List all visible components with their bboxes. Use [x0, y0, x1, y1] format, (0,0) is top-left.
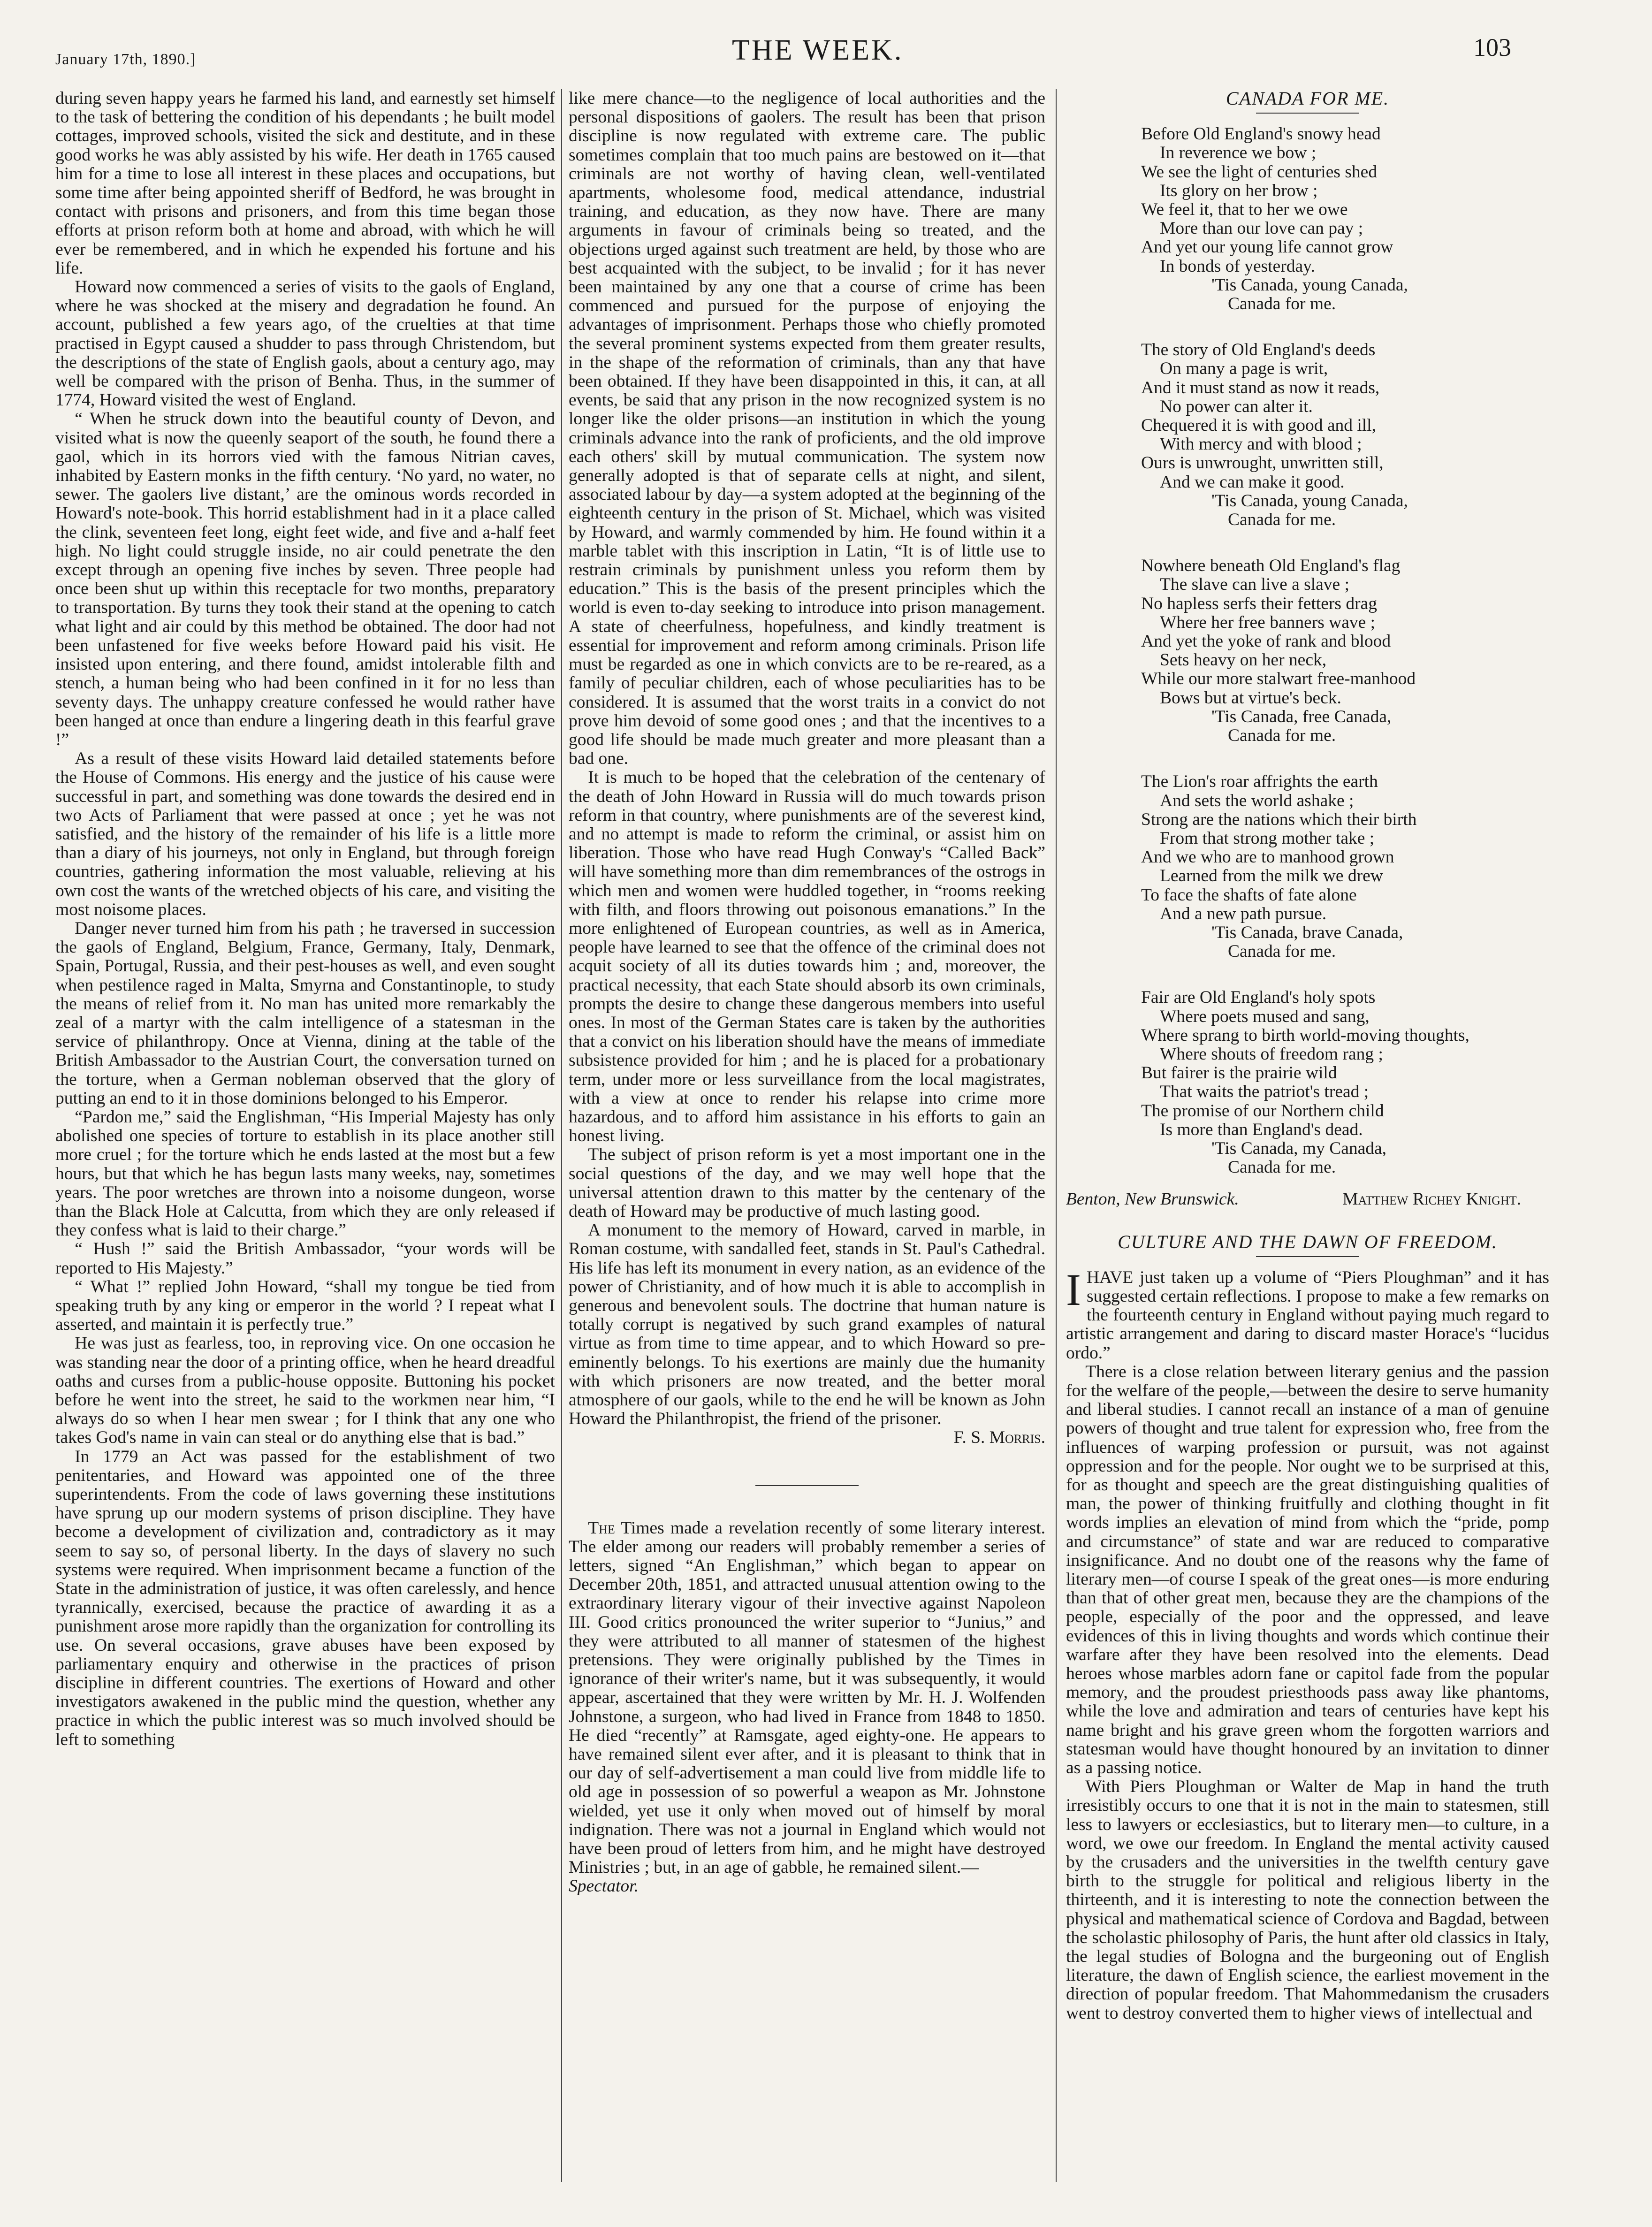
poem-line: 'Tis Canada, brave Canada,	[1211, 923, 1403, 942]
issue-date: January 17th, 1890.]	[55, 51, 196, 68]
byline-place: Benton, New Brunswick.	[1066, 1190, 1239, 1209]
poem-line: Canada for me.	[1228, 942, 1336, 961]
poem-line: Where poets mused and sang,	[1160, 1007, 1370, 1026]
column-3	[1066, 89, 1549, 2023]
essay-paragraph: There is a close relation between literary genius and the passion for the welfare of the people,—between the desire to serve humanity and liberal studies. I cannot recall an instance of a man of genuine powers of thought and true talent for expression who, free from the influences of warping profession or pursuit, was not against oppression and for the people. Nor ought we to be surprised at this, for as thought and speech are the great distinguishing qualities of man, the power of thinking fruitfully and clothing thought in fit words implies an elevation of mind from which the “pride, pomp and circumstance” of state and war are reduced to comparative insignificance. And no doubt one of the reasons why the fame of literary men—of course I speak of the great ones—is more enduring than that of other great men, because they are the champions of the people, especially of the poor and the oppressed, and leave evidences of this in living thoughts and words which continue their warfare after they have been resolved into the elements. Dead heroes whose marbles adorn fane or capitol fade from the popular memory, and the proudest priesthoods pass away like phantoms, while the love and admiration and tears of centuries have kept his name bright and his grave green whom the forgotten warriors and statesman would have thought honoured by an invitation to dinner as a passing notice.	[1066, 1362, 1549, 1778]
poem-line: And yet our young life cannot grow	[1141, 237, 1393, 257]
poem-line: And sets the world ashake ;	[1160, 791, 1354, 810]
poem-line: Is more than England's dead.	[1160, 1120, 1363, 1139]
byline-author: Matthew Richey Knight.	[1342, 1190, 1521, 1209]
poem-line: Fair are Old England's holy spots	[1141, 988, 1376, 1007]
times-text: Times made a revelation recently of some literary interest. The elder among our readers will probably remember a series of letters, signed “An Englishman,” which began to appear on December 20th, 1851, and attracted unusual attention owing to the extraordinary literary vigour of their invective against Napoleon III. Good critics pronounced the writer superior to “Junius,” and they were attributed to all manner of statesmen of the highest pretensions. They were originally published by the Times in ignorance of their writer's name, but it was subsequently, it would appear, ascertained that they were written by Mr. H. J. Wolfenden Johnstone, a surgeon, who had lived in France from 1848 to 1850. He died “recently” at Ramsgate, aged eighty-one. He appears to have remained silent ever after, and it is pleasant to think that in our day of self-advertisement a man could live from middle life to old age in possession of so powerful a weapon as Mr. Johnstone wielded, yet use it only when moved out of himself by moral indignation. There was not a journal in England which would not have been proud of letters from him, and he might have destroyed Ministries ; but, in an age of gabble, he remained silent.—	[569, 1518, 1045, 1877]
poem-line: Bows but at virtue's beck.	[1160, 688, 1341, 708]
poem-line: And we can make it good.	[1160, 472, 1345, 492]
section-separator	[755, 1485, 859, 1486]
poem-stanza	[1141, 557, 1549, 745]
paragraph: like mere chance—to the negligence of local authorities and the personal dispositions of gaolers. The result has been that prison discipline is now regulated with extreme care. The public sometimes complain that too much pains are bestowed on it—that criminals are not worthy of having clean, well-ventilated apartments, wholesome food, medical attendance, industrial training, and education, as they now have. There are many arguments in favour of criminals being so treated, and the objections urged against such treatment are held, by those who are best acquainted with the subject, to be invalid ; for it has never been maintained by any one that a course of crime has been commenced and pursued for the purpose of enjoying the advantages of imprisonment. Perhaps those who chiefly promoted the several prominent systems expected from them greater results, in the shape of the reformation of criminals, than any that have been obtained. If they have been disappointed in this, it can, at all events, be said that any prison in the now recognized system is no longer like the older prisons—an institution in which the young criminals advance into the rank of proficients, and the old improve each others' skill by mutual communication. The system now generally adopted is that of separate cells at night, and silent, associated labour by day—a system adopted at the beginning of the eighteenth century in the prison of St. Michael, which was visited by Howard, and warmly commended by him. He found within it a marble tablet with this inscription in Latin, “It is of little use to restrain criminals by punishment unless you reform them by education.” This is the basis of the present principles which the world is even to-day seeking to introduce into prison management. A state of cheerfulness, hopefulness, and kindly treatment is essential for improvement and reform among criminals. Prison life must be regarded as one in which convicts are to be re-reared, as a family of peculiar children, each of whose peculiarities has to be considered. It is assumed that the worst traits in a convict do not prove him devoid of some good ones ; and that the incentives to a good life should be made much greater and more pleasant than a bad one.	[569, 89, 1045, 769]
poem-line: Ours is unwrought, unwritten still,	[1141, 453, 1384, 473]
paragraph: “Pardon me,” said the Englishman, “His Imperial Majesty has only abolished one species of torture to establish in its place another still more cruel ; for the torture which he ends lasted at the most but a few hours, but that which he has begun lasts many weeks, nay, sometimes years. The poor wretches are thrown into a noisome dungeon, worse than the Black Hole at Calcutta, from which they are only released if they confess what is laid to their charge.”	[55, 1107, 555, 1240]
essay-paragraph: With Piers Ploughman or Walter de Map in hand the truth irresistibly occurs to one that it is not in the main to statesmen, still less to lawyers or ecclesiastics, but to literary men—to culture, in a word, we owe our freedom. In England the mental activity caused by the crusaders and the universities in the twelfth century gave birth to the struggle for political and religious liberty in the thirteenth, and it is interesting to note the connection between the physical and mathematical science of Cordova and Bagdad, between the scholastic philosophy of Paris, the hunt after old classics in Italy, the legal studies of Bologna and the burgeoning out of English literature, the dawn of English science, the earliest movement in the direction of popular freedom. That Mahommedanism the crusaders went to destroy converted them to higher views of intellectual and	[1066, 1777, 1549, 2023]
paragraph: It is much to be hoped that the celebration of the centenary of the death of John Howard in Russia will do much towards prison reform in that country, where punishments are of the severest kind, and no attempt is made to reform the criminal, or assist him on liberation. Those who have read Hugh Conway's “Called Back” will have something more than dim remembrances of the ostrogs in which men and women were huddled together, in “rooms reeking with filth, and floors throwing out poisonous emanations.” In the more enlightened of European countries, as well as in America, people have learned to see that the offence of the criminal does not acquit society of all its duties towards him ; and, moreover, the practical necessity, that each State should absorb its own criminals, prompts the desire to change these dangerous members into useful ones. In most of the German States care is taken by the authorities that a convict on his liberation should have the means of immediate subsistence provided for him ; and he is placed for a probationary term, under more or less surveillance from the local magistrates, with a view at once to render his relapse into crime more hazardous, and to afford him assistance in his efforts to gain an honest living.	[569, 768, 1045, 1146]
poem-line: Strong are the nations which their birth	[1141, 809, 1417, 829]
paragraph: As a result of these visits Howard laid detailed statements before the House of Commons. His energy and the justice of his cause were successful in part, and something was done towards the desired end in two Acts of Parliament that were passed at once ; yet he was not satisfied, and the history of the remainder of his life is a little more than a diary of his journeys, not only in England, but through foreign countries, gathering information the most valuable, relieving at his own cost the wants of the wretched objects of his care, and visiting the most noisome places.	[55, 749, 555, 919]
paragraph: Howard now commenced a series of visits to the gaols of England, where he was shocked at the misery and degradation he found. An account, published a few years ago, of the cruelties at that time practised in Egypt caused a shudder to pass through Christendom, but the descriptions of the state of English gaols, about a century ago, may well be compared with the prison of Benha. Thus, in the summer of 1774, Howard visited the west of England.	[55, 277, 555, 410]
title-rule	[1256, 1256, 1359, 1257]
poem-line: Canada for me.	[1228, 510, 1336, 530]
essay-text: HAVE just taken up a volume of “Piers Ploughman” and it has suggested certain reflections. I propose to make a few remarks on the fourteenth century in England without paying much regard to artistic arrangement and daring to discard master Horace's “lucidus ordo.”	[1066, 1267, 1549, 1363]
poem-line: Sets heavy on her neck,	[1160, 650, 1327, 670]
article-signature: F. S. Morris.	[953, 1428, 1045, 1448]
poem-line: In reverence we bow ;	[1160, 143, 1317, 163]
poem-line: Nowhere beneath Old England's flag	[1141, 556, 1401, 576]
poem-line: 'Tis Canada, my Canada,	[1211, 1138, 1387, 1158]
poem-line: Canada for me.	[1228, 294, 1336, 314]
poem-line: And yet the yoke of rank and blood	[1141, 632, 1391, 651]
paragraph: “ Hush !” said the British Ambassador, “your words will be reported to His Majesty.”	[55, 1239, 555, 1278]
poem-line: We see the light of centuries shed	[1141, 162, 1378, 182]
poem	[1066, 125, 1549, 1177]
paragraph: during seven happy years he farmed his land, and earnestly set himself to the task of bettering the condition of his dependants ; he built model cottages, improved schools, visited the sick and destitute, and in these good works he was ably assisted by his wife. Her death in 1765 caused him for a time to lose all interest in these places and occupations, but some time after being appointed sheriff of Bedford, he was brought in contact with prisons and prisoners, and from this time began those efforts at prison reform both at home and abroad, with which he will ever be remembered, and in which he expended his fortune and his life.	[55, 89, 555, 278]
paragraph: The subject of prison reform is yet a most important one in the social questions of the day, and we may well hope that the universal attention drawn to this matter by the centenary of the death of Howard may be productive of much lasting good.	[569, 1145, 1045, 1221]
paragraph: Danger never turned him from his path ; he traversed in succession the gaols of England, Belgium, France, Germany, Italy, Denmark, Spain, Portugal, Russia, and their pest-houses as well, and even sought when pestilence raged in Malta, Smyrna and Constantinople, to study the means of relief from it. No man has united more remarkably the zeal of a martyr with the calm intelligence of a statesman in the service of philanthropy. Once at Vienna, dining at the table of the British Ambassador to the Austrian Court, the conversation turned on the torture, when a German nobleman observed that the glory of putting an end to it in those dominions belonged to his Emperor.	[55, 918, 555, 1108]
poem-line: Where her free banners wave ;	[1160, 612, 1376, 632]
poem-line: And a new path pursue.	[1160, 904, 1327, 923]
column-divider	[1056, 89, 1057, 2182]
essay-title: CULTURE AND THE DAWN OF FREEDOM.	[1118, 1231, 1498, 1252]
paragraph: “ When he struck down into the beautiful county of Devon, and visited what is now the queenly seaport of the south, he found there a gaol, which in its horrors vied with the famous Nitrian caves, inhabited by Eastern monks in the fifth century. ‘No yard, no water, no sewer. The gaolers live distant,’ are the ominous words recorded in Howard's note-book. This horrid establishment had in it a place called the clink, seventeen feet long, eight feet wide, and five and a-half feet high. No light could struggle inside, no air could penetrate the den except through an opening five inches by seven. Three people had once been shut up within this receptacle for two months, preparatory to transportation. By turns they took their stand at the opening to catch what light and air could by this method be obtained. The door had not been unfastened for five weeks before Howard paid his visit. He insisted upon entering, and there found, amidst intolerable filth and stench, a human being who had been confined in it for no less than seventy days. The unhappy creature confessed he would rather have been hanged at once than endure a lingering death in this fearful grave !”	[55, 409, 555, 749]
poem-stanza	[1141, 772, 1549, 961]
poem-line: More than our love can pay ;	[1160, 219, 1363, 238]
poem-stanza	[1141, 341, 1549, 529]
poem-line: Where sprang to birth world-moving thoughts,	[1141, 1025, 1469, 1045]
poem-line: The promise of our Northern child	[1141, 1101, 1384, 1121]
poem-line: 'Tis Canada, young Canada,	[1211, 275, 1408, 295]
paragraph: “ What !” replied John Howard, “shall my tongue be tied from speaking truth by any king or emperor in the world ? I repeat what I asserted, and maintain it is perfectly true.”	[55, 1277, 555, 1335]
poem-line: No power can alter it.	[1160, 397, 1313, 416]
poem-line: On many a page is writ,	[1160, 359, 1328, 379]
poem-byline	[1066, 1190, 1521, 1209]
poem-line: While our more stalwart free-manhood	[1141, 669, 1416, 689]
poem-line: 'Tis Canada, young Canada,	[1211, 491, 1408, 511]
column-2	[569, 89, 1045, 1896]
poem-title: CANADA FOR ME.	[1226, 88, 1390, 109]
poem-line: With mercy and with blood ;	[1160, 435, 1362, 454]
poem-line: Canada for me.	[1228, 1158, 1336, 1177]
poem-stanza	[1141, 988, 1549, 1177]
column-1	[55, 89, 555, 1749]
poem-line: Its glory on her brow ;	[1160, 181, 1318, 200]
poem-line: Chequered it is with good and ill,	[1141, 416, 1376, 435]
poem-line: And we who are to manhood grown	[1141, 847, 1394, 867]
poem-line: Canada for me.	[1228, 726, 1336, 746]
poem-line: To face the shafts of fate alone	[1141, 885, 1357, 905]
essay-paragraph	[1066, 1264, 1549, 1363]
poem-line: Where shouts of freedom rang ;	[1160, 1044, 1383, 1064]
poem-line: We feel it, that to her we owe	[1141, 200, 1348, 220]
poem-line: No hapless serfs their fetters drag	[1141, 594, 1377, 613]
poem-line: The story of Old England's deeds	[1141, 340, 1376, 360]
poem-line: That waits the patriot's tread ;	[1160, 1082, 1369, 1102]
poem-line: The Lion's roar affrights the earth	[1141, 772, 1378, 792]
times-intro: The	[588, 1518, 615, 1538]
paragraph: He was just as fearless, too, in reproving vice. On one occasion he was standing near the door of a printing office, when he heard dreadful oaths and curses from a public-house opposite. Buttoning his pocket before he went into the street, he said to the workmen near him, “I always do so when I hear men swear ; for I think that any one who takes God's name in vain can steal or do anything else that is bad.”	[55, 1334, 555, 1448]
page-number: 103	[1473, 33, 1511, 61]
poem-line: And it must stand as now it reads,	[1141, 378, 1380, 397]
poem-line: But fairer is the prairie wild	[1141, 1063, 1337, 1083]
column-divider	[561, 89, 562, 2182]
poem-line: 'Tis Canada, free Canada,	[1211, 707, 1392, 726]
paragraph: A monument to the memory of Howard, carved in marble, in Roman costume, with sandalled feet, stands in St. Paul's Cathedral. His life has left its monument in every nation, as an evidence of the power of Christianity, and of how much it is able to accomplish in generous and benevolent souls. The doctrine that human nature is totally corrupt is negatived by such grand examples of natural virtue as from time to time appear, and to which Howard so pre-eminently belongs. To his exertions are mainly due the humanity with which prisoners are now treated, and the better moral atmosphere of our gaols, while to the end he will be known as John Howard the Philanthropist, the friend of the prisoner.	[569, 1220, 1045, 1429]
poem-line: In bonds of yesterday.	[1160, 256, 1315, 276]
paragraph: In 1779 an Act was passed for the establishment of two penitentaries, and Howard was appointed one of the three superintendents. From the code of laws governing these institutions have sprung up our modern systems of prison discipline. They have become a development of civilization and, contradictory as it may seem to say so, of personal liberty. In the days of slavery no such systems were required. When imprisonment became a function of the State in the administration of justice, it was often carelessly, and hence tyrannically, exercised, because the practice of awarding it as a punishment arose more rapidly than the organization for controlling its use. On several occasions, grave abuses have been exposed by parliamentary enquiry and otherwise in the practices of prison discipline in different countries. The exertions of Howard and other investigators awakened in the public mind the question, whether any practice in which the public interest was so much involved should be left to something	[55, 1447, 555, 1749]
poem-line: The slave can live a slave ;	[1160, 575, 1349, 595]
poem-line: Learned from the milk we drew	[1160, 866, 1383, 886]
poem-line: Before Old England's snowy head	[1141, 124, 1381, 144]
drop-cap: I	[1066, 1264, 1081, 1315]
times-source: Spectator.	[569, 1876, 639, 1896]
poem-line: From that strong mother take ;	[1160, 828, 1375, 848]
times-paragraph	[569, 1519, 1045, 1896]
title-rule	[1256, 113, 1359, 114]
poem-stanza	[1141, 125, 1549, 313]
masthead-title: THE WEEK.	[732, 34, 904, 66]
